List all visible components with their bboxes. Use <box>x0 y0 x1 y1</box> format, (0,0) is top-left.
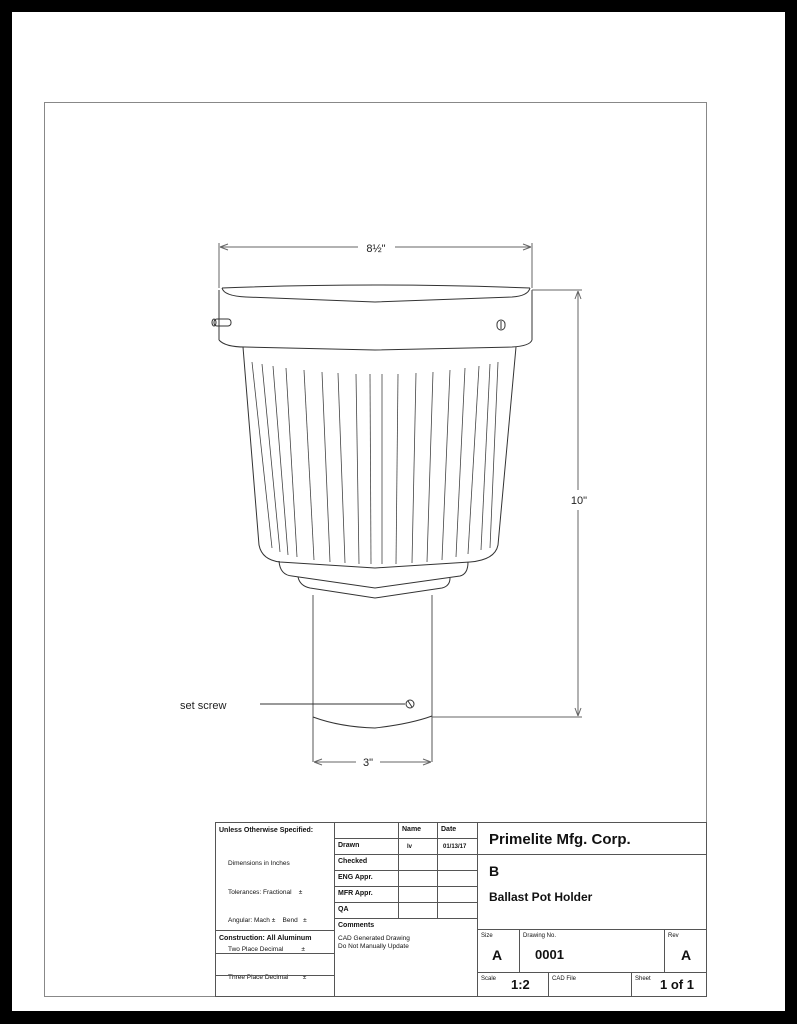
mfr-date <box>438 887 478 903</box>
tolerance-line: Tolerances: Fractional ± <box>228 888 303 896</box>
revision-letter: B <box>489 863 500 879</box>
scale-value: 1:2 <box>511 977 530 992</box>
row-checked-label: Checked <box>335 855 399 871</box>
blank-cell <box>216 976 335 997</box>
dimension-bottom-width: 3" <box>362 757 374 769</box>
dimension-height: 10" <box>570 495 588 507</box>
qa-date <box>438 903 478 919</box>
qa-name <box>399 903 438 919</box>
company-cell <box>478 823 707 855</box>
sheet-cell <box>632 973 707 997</box>
tolerance-line: Two Place Decimal ± <box>228 945 305 953</box>
col-date-header: Date <box>438 823 478 839</box>
tolerance-line: Angular: Mach ± Bend ± <box>228 917 307 924</box>
row-mfr-label: MFR Appr. <box>335 887 399 903</box>
tolerance-line: Three Place Decimal ± <box>228 974 307 981</box>
rev-value: A <box>681 947 692 963</box>
drawing-no-label: Drawing No. <box>523 933 557 939</box>
drawing-no-cell <box>520 930 665 973</box>
scale-label: Scale <box>481 976 497 982</box>
checked-name <box>399 855 438 871</box>
approvals-header-blank <box>335 823 399 839</box>
cad-file-label: CAD File <box>552 976 577 982</box>
scale-cell <box>478 973 549 997</box>
row-qa-label: QA <box>335 903 399 919</box>
title-cell <box>478 855 707 930</box>
drawn-name: lv <box>399 839 438 855</box>
blank-cell <box>216 954 335 976</box>
construction-note: Construction: All Aluminum <box>219 935 312 942</box>
dimension-top-width: 8½" <box>366 243 386 255</box>
checked-date <box>438 855 478 871</box>
col-name-header: Name <box>399 823 438 839</box>
construction-cell <box>216 931 335 954</box>
size-cell <box>478 930 520 973</box>
drawn-date: 01/13/17 <box>438 839 478 855</box>
comments-cell <box>335 919 478 997</box>
comments-heading: Comments <box>338 922 375 929</box>
comment-line: Do Not Manually Update <box>338 943 409 950</box>
company-name: Primelite Mfg. Corp. <box>489 831 631 848</box>
rev-cell <box>665 930 707 973</box>
row-drawn-label: Drawn <box>335 839 399 855</box>
mfr-name <box>399 887 438 903</box>
size-value: A <box>492 947 503 963</box>
row-eng-label: ENG Appr. <box>335 871 399 887</box>
eng-date <box>438 871 478 887</box>
size-label: Size <box>481 933 493 939</box>
title-block <box>215 822 707 997</box>
eng-name <box>399 871 438 887</box>
drawing-title: Ballast Pot Holder <box>489 890 593 904</box>
sheet-value: 1 of 1 <box>660 977 694 992</box>
sheet-label: Sheet <box>635 976 651 982</box>
set-screw-callout: set screw <box>180 700 227 712</box>
drawing-no-value: 0001 <box>535 947 564 962</box>
comment-line: CAD Generated Drawing <box>338 935 410 942</box>
tolerance-line: Dimensions in Inches <box>228 860 290 867</box>
tolerances-heading: Unless Otherwise Specified: <box>219 827 314 834</box>
cad-file-cell <box>549 973 632 997</box>
rev-label: Rev <box>668 933 679 939</box>
